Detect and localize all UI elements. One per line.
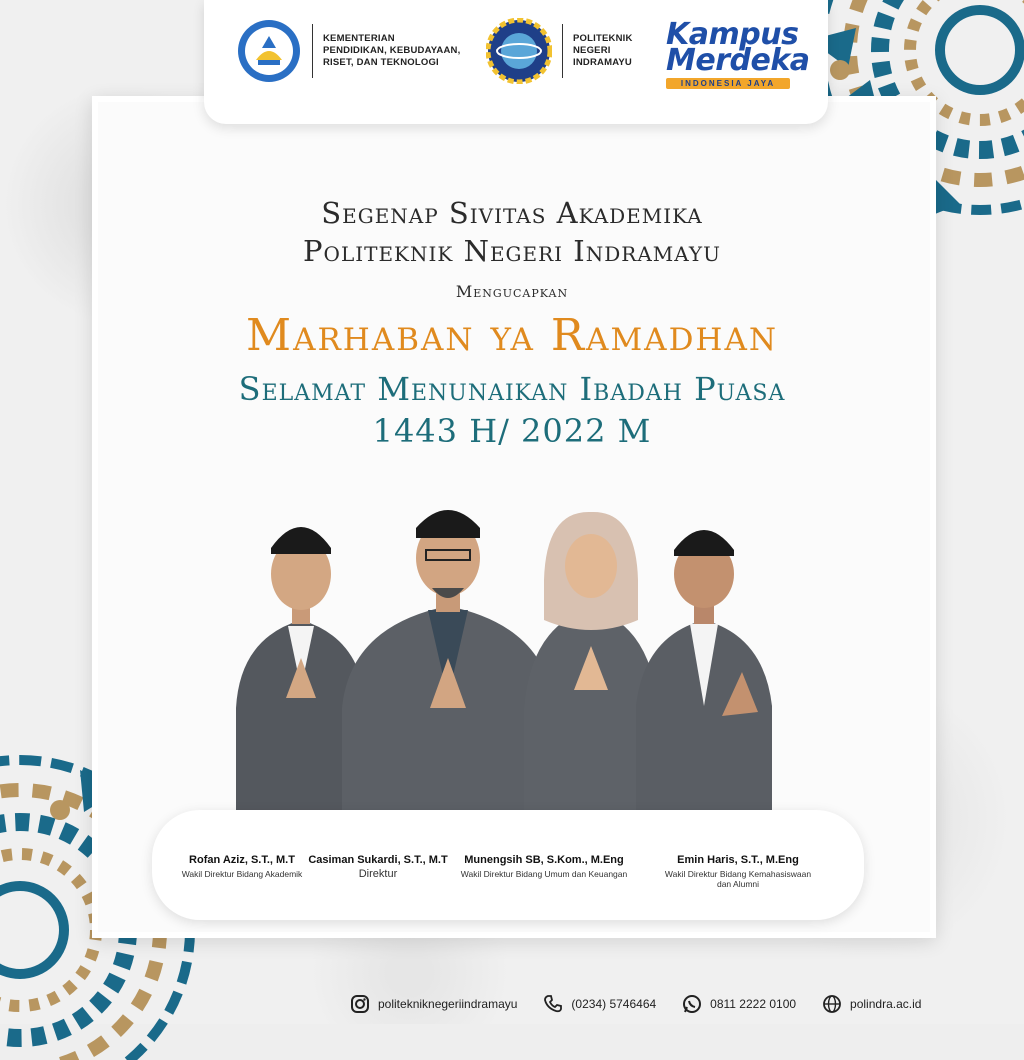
header-bar [204,0,828,124]
globe-icon [822,994,842,1014]
org-name-kementerian: KEMENTERIAN PENDIDIKAN, KEBUDAYAAN, RISET, DAN TEKNOLOGI [323,33,461,68]
person-photo-4 [630,516,778,814]
person-caption-3 [444,854,644,879]
kemdikbud-logo-block [236,18,460,84]
person-name: Munengsih SB, S.Kom., M.Eng [464,854,624,866]
footer-contacts [350,994,947,1014]
kampus-merdeka-logo [666,17,810,89]
person-name: Emin Haris, S.T., M.Eng [677,854,799,866]
kampus-word: Kampus [666,17,799,52]
merdeka-word: Merdeka [666,43,810,78]
footer-website[interactable] [822,994,921,1014]
whatsapp-number: 0811 2222 0100 [710,997,797,1011]
polindra-logo-block [486,18,633,84]
org-name-polindra: POLITEKNIK NEGERI INDRAMAYU [573,33,633,68]
instagram-handle: politekniknegeriindramayu [378,997,518,1011]
greeting-line-5: Selamat Menunaikan Ibadah Puasa [238,370,786,408]
nameplate [152,810,864,920]
person-role: Wakil Direktur Bidang Kemahasiswaan dan Alumni [664,869,812,889]
person-role: Direktur [358,868,398,880]
phone-icon [543,994,563,1014]
polindra-logo [486,18,552,84]
whatsapp-icon [682,994,702,1014]
person-name: Rofan Aziz, S.T., M.T [189,854,295,866]
instagram-icon [350,994,370,1014]
kampus-merdeka-title [666,17,810,78]
person-name: Casiman Sukardi, S.T., M.T [308,854,448,866]
footer-phone[interactable] [543,994,656,1014]
person-caption-4 [638,854,838,889]
year-line: 1443 H/ 2022 M [372,412,652,450]
kampus-merdeka-tagline: INDONESIA JAYA [666,78,790,89]
footer-whatsapp[interactable] [682,994,796,1014]
kemdikbud-logo [236,18,302,84]
greeting-line-2: Politeknik Negeri Indramayu [303,234,721,268]
person-role: Wakil Direktur Bidang Umum dan Keuangan [460,869,628,879]
header-divider [312,24,313,78]
headline: Marhaban ya Ramadhan [246,310,778,361]
person-role: Wakil Direktur Bidang Akademik [181,869,303,879]
footer-instagram[interactable] [350,994,517,1014]
phone-number: (0234) 5746464 [571,997,657,1011]
greeting-line-1: Segenap Sivitas Akademika [321,196,703,230]
greeting-line-3: Mengucapkan [455,282,569,301]
header-divider [562,24,563,78]
website-url: polindra.ac.id [850,997,922,1011]
